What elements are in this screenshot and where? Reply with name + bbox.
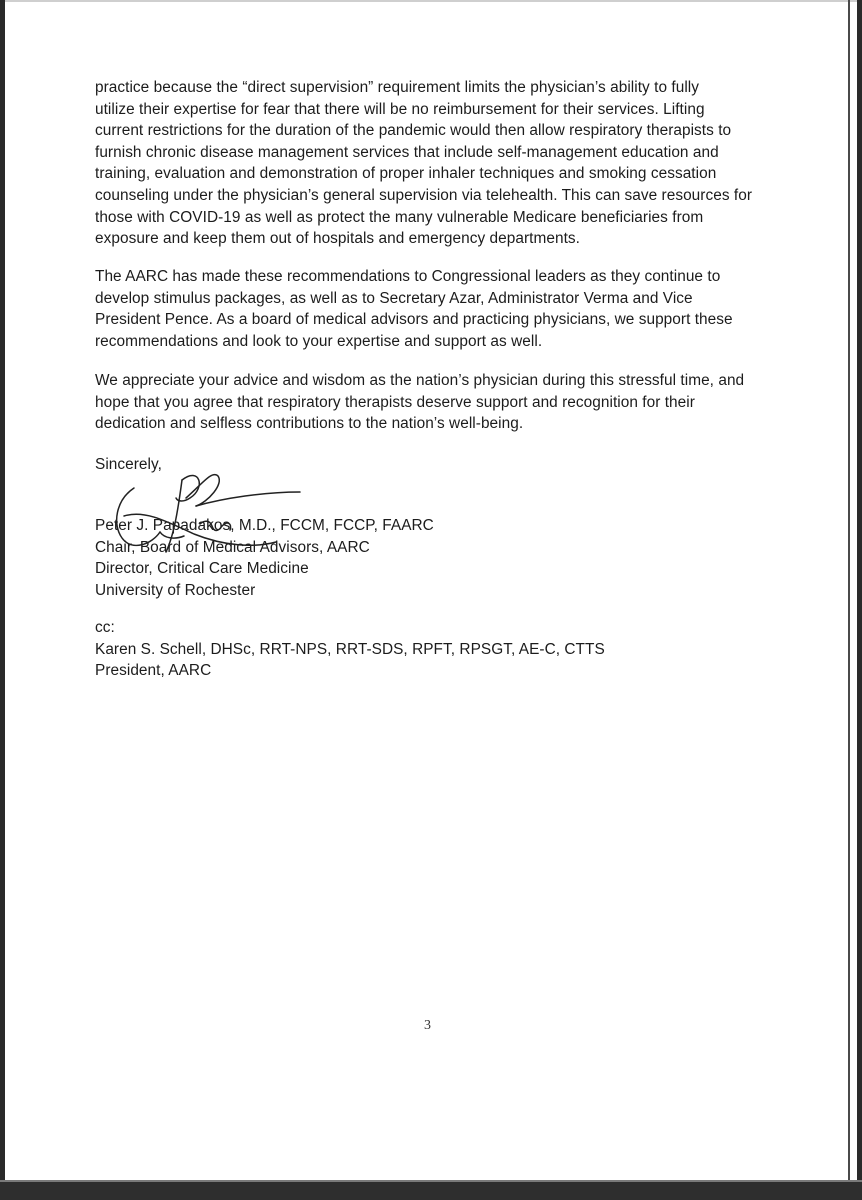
paragraph-appreciation xyxy=(95,370,795,435)
paragraph-line: recommendations and look to your expertise and support as well. xyxy=(95,332,543,350)
paragraph-line: utilize their expertise for fear that there will be no reimbursement for their services. Lifting xyxy=(95,100,705,118)
paragraph-line: practice because the “direct supervision” requirement limits the physician’s ability to fully xyxy=(95,79,700,96)
signer-title: Director, Critical Care Medicine xyxy=(95,560,309,578)
page-bottom-border xyxy=(0,1182,862,1200)
paragraph-line: furnish chronic disease management services that include self-management education and xyxy=(95,143,719,161)
page-right-inner-line xyxy=(848,0,850,1200)
page-left-border xyxy=(0,0,5,1200)
paragraph-line: training, evaluation and demonstration of proper inhaler techniques and smoking cessation xyxy=(95,165,717,183)
paragraph-line: counseling under the physician’s general supervision via telehealth. This can save resources for xyxy=(95,186,752,204)
signer-name: Peter J. Papadakos, M.D., FCCM, FCCP, FAARC xyxy=(95,517,434,534)
cc-label: cc: xyxy=(95,619,115,636)
paragraph-line: current restrictions for the duration of the pandemic would then allow respiratory therapists to xyxy=(95,122,732,140)
cc-recipient-name: Karen S. Schell, DHSc, RRT-NPS, RRT-SDS, RPFT, RPSGT, AE-C, CTTS xyxy=(95,640,605,658)
cc-recipient-title: President, AARC xyxy=(95,662,212,680)
cc-block xyxy=(95,617,795,682)
paragraph-line: The AARC has made these recommendations to Congressional leaders as they continue to xyxy=(95,268,721,285)
paragraph-line: those with COVID-19 as well as protect the many vulnerable Medicare beneficiaries from xyxy=(95,208,704,226)
closing-salutation: Sincerely, xyxy=(95,456,162,473)
signer-title: Chair, Board of Medical Advisors, AARC xyxy=(95,538,370,556)
signer-institution: University of Rochester xyxy=(95,581,256,599)
page-right-border xyxy=(857,0,862,1200)
paragraph-line: exposure and keep them out of hospitals and emergency departments. xyxy=(95,230,580,248)
paragraph-line: hope that you agree that respiratory therapists deserve support and recognition for their xyxy=(95,393,695,411)
handwritten-signature xyxy=(104,440,334,560)
page-number: 3 xyxy=(424,1018,431,1033)
paragraph-line: develop stimulus packages, as well as to Secretary Azar, Administrator Verma and Vice xyxy=(95,289,693,307)
paragraph-line: dedication and selfless contributions to the nation’s well-being. xyxy=(95,415,524,433)
paragraph-telehealth xyxy=(95,77,795,250)
paragraph-recommendations xyxy=(95,266,795,352)
page-top-edge xyxy=(0,0,862,2)
paragraph-line: President Pence. As a board of medical advisors and practicing physicians, we support these xyxy=(95,311,733,329)
paragraph-line: We appreciate your advice and wisdom as the nation’s physician during this stressful time, and xyxy=(95,372,745,389)
